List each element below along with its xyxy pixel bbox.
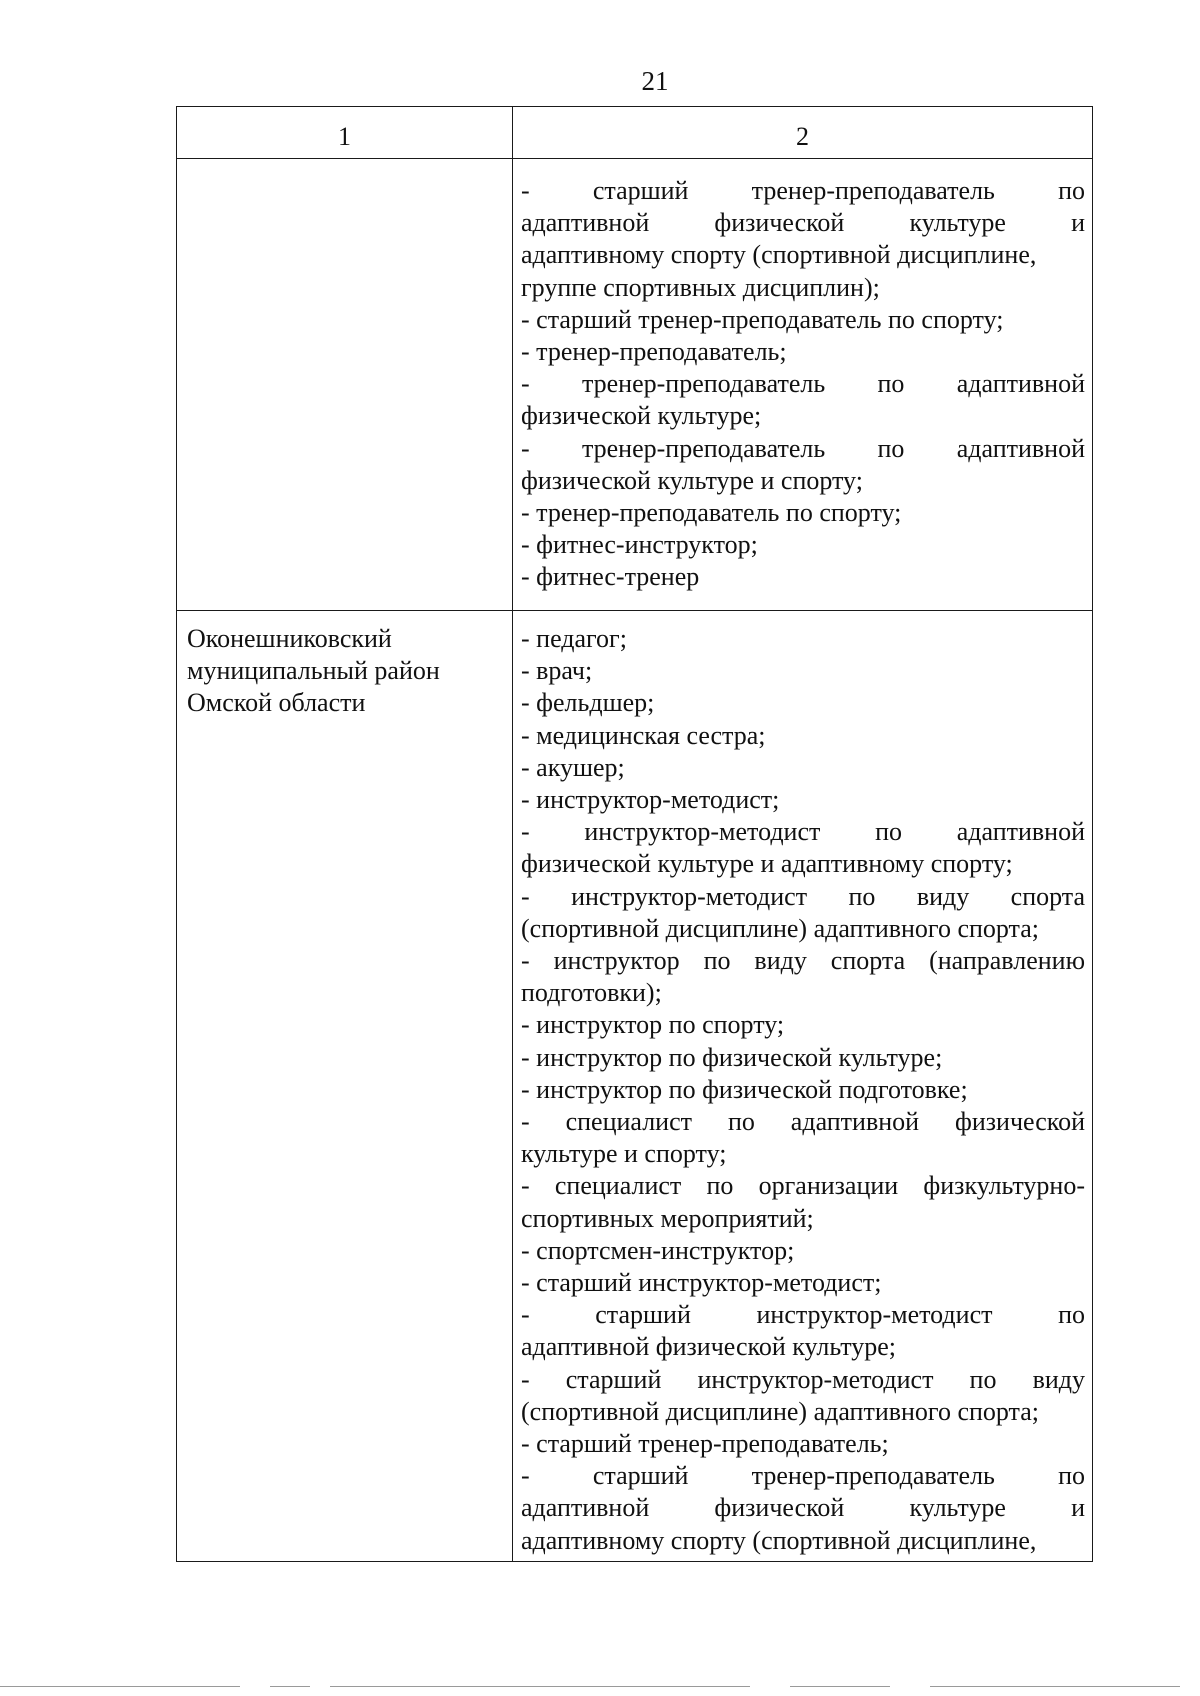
table-row (177, 611, 1093, 1562)
scan-edge-line (0, 1686, 240, 1687)
list-item: - фитнес-инструктор; (521, 530, 758, 560)
list-item: - тренер-преподаватель по адаптивной (521, 369, 1085, 399)
column-header-2: 2 (513, 107, 1093, 159)
list-item: - специалист по организации физкультурно- (521, 1171, 1085, 1201)
list-item: - старший тренер-преподаватель по (521, 1461, 1085, 1491)
scan-edge-line (330, 1686, 750, 1687)
list-item: - тренер-преподаватель по адаптивной (521, 433, 1085, 463)
list-item: (спортивной дисциплине) адаптивного спорта; (521, 913, 1039, 943)
list-item: физической культуре и адаптивному спорту; (521, 849, 1013, 879)
region-cell: Оконешниковский муниципальный район Омской области (177, 611, 513, 1562)
list-item: - старший тренер-преподаватель; (521, 1429, 889, 1459)
list-item: - старший тренер-преподаватель по (521, 176, 1085, 205)
list-item: физической культуре; (521, 401, 762, 431)
page-number: 21 (641, 66, 669, 96)
scan-edge-line (930, 1686, 1180, 1687)
list-item: - тренер-преподаватель по спорту; (521, 498, 902, 528)
table-header-row (177, 107, 1093, 159)
list-item: адаптивному спорту (спортивной дисциплине, (521, 240, 1037, 270)
list-item: - инструктор по спорту; (521, 1010, 785, 1040)
region-cell (177, 159, 513, 611)
list-item: - старший инструктор-методист по виду (521, 1364, 1085, 1394)
list-item: - фитнес-тренер (521, 562, 700, 592)
positions-table (176, 106, 1093, 1562)
positions-list-cell (513, 611, 1093, 1562)
table-row (177, 159, 1093, 611)
list-item: (спортивной дисциплине) адаптивного спорта; (521, 1396, 1039, 1426)
list-item: адаптивной физической культуре и (521, 1493, 1085, 1523)
list-item: культуре и спорту; (521, 1139, 727, 1169)
positions-list-cell (513, 159, 1093, 611)
list-item: - педагог; (521, 624, 627, 653)
list-item: - медицинская сестра; (521, 720, 766, 750)
list-item: адаптивной физической культуре; (521, 1332, 896, 1362)
list-item: - тренер-преподаватель; (521, 337, 787, 367)
list-item: подготовки); (521, 978, 662, 1008)
list-item: - инструктор по физической культуре; (521, 1042, 943, 1072)
list-item: - инструктор-методист по виду спорта (521, 881, 1085, 911)
list-item: - врач; (521, 656, 593, 686)
column-header-1: 1 (177, 107, 513, 159)
list-item: физической культуре и спорту; (521, 465, 863, 495)
list-item: - инструктор-методист по адаптивной (521, 817, 1085, 847)
list-item: - инструктор по виду спорта (направлению (521, 946, 1085, 976)
scan-edge-line (270, 1686, 310, 1687)
list-item: группе спортивных дисциплин); (521, 272, 880, 302)
list-item: адаптивному спорту (спортивной дисциплине, (521, 1525, 1037, 1555)
list-item: адаптивной физической культуре и (521, 208, 1085, 238)
list-item: - акушер; (521, 752, 625, 782)
list-item: - спортсмен-инструктор; (521, 1235, 795, 1265)
scan-edge-line (790, 1686, 890, 1687)
list-item: - инструктор по физической подготовке; (521, 1074, 968, 1104)
list-item: - инструктор-методист; (521, 785, 780, 815)
list-item: - старший инструктор-методист; (521, 1268, 882, 1298)
list-item: - фельдшер; (521, 688, 655, 718)
list-item: спортивных мероприятий; (521, 1203, 814, 1233)
list-item: - старший тренер-преподаватель по спорту; (521, 304, 1004, 334)
list-item: - старший инструктор-методист по (521, 1300, 1085, 1330)
list-item: - специалист по адаптивной физической (521, 1107, 1085, 1137)
